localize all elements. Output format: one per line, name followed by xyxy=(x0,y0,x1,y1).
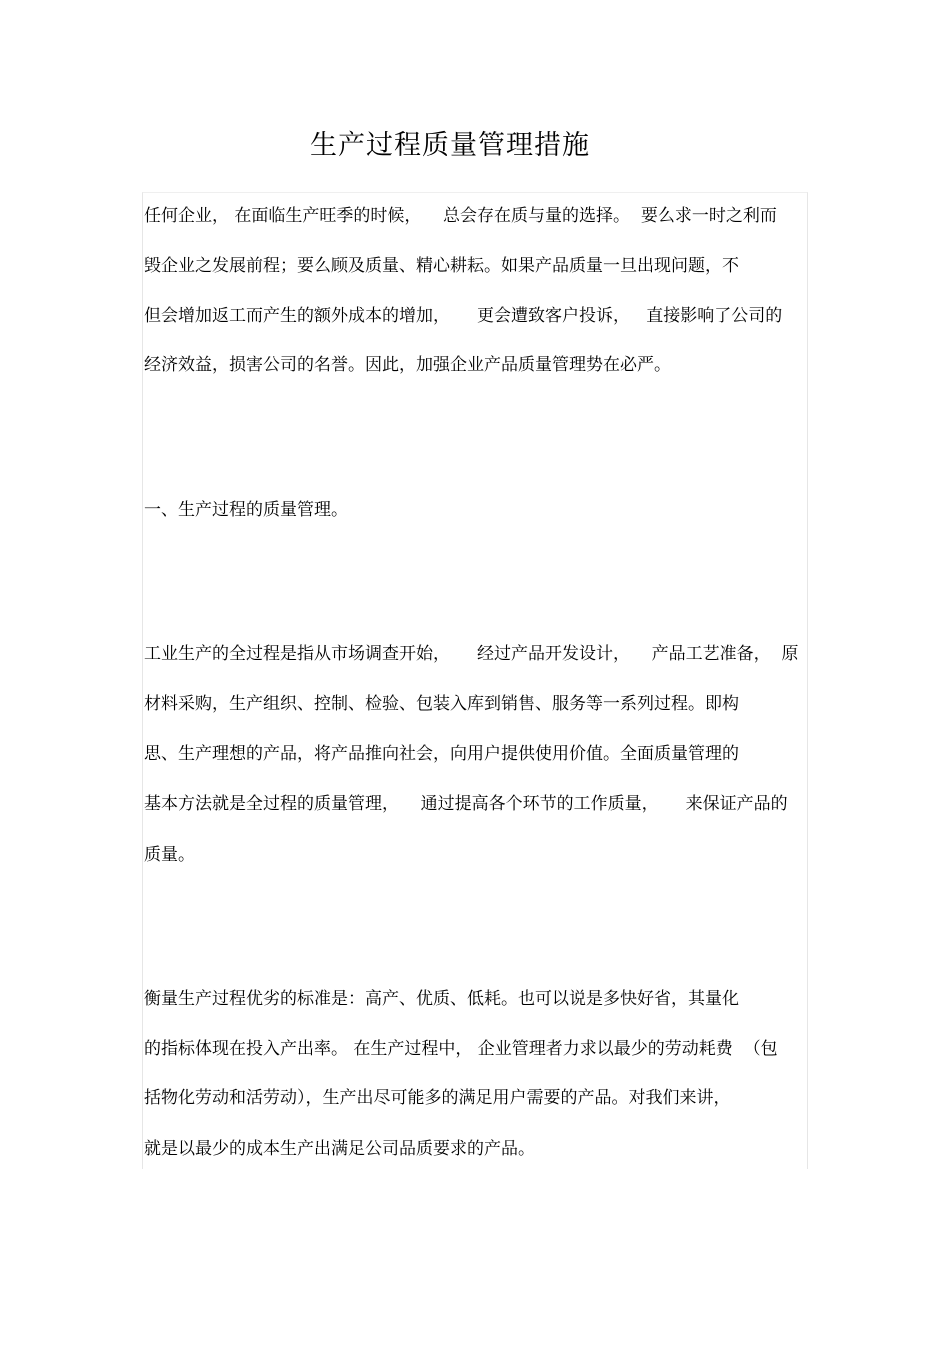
paragraph-2-line-4: 基本方法就是全过程的质量管理， 通过提高各个环节的工作质量， 来保证产品的 xyxy=(144,794,788,814)
paragraph-2-line-3: 思、生产理想的产品，将产品推向社会，向用户提供使用价值。全面质量管理的 xyxy=(144,744,739,764)
paragraph-1-line-3: 但会增加返工而产生的额外成本的增加， 更会遭致客户投诉， 直接影响了公司的 xyxy=(144,306,783,326)
paragraph-2-line-5: 质量。 xyxy=(144,845,195,865)
document-title: 生产过程质量管理措施 xyxy=(310,130,590,161)
paragraph-2-line-2: 材料采购，生产组织、控制、检验、包装入库到销售、服务等一系列过程。即构 xyxy=(144,694,739,714)
content-frame xyxy=(142,192,808,1169)
paragraph-3-line-1: 衡量生产过程优劣的标准是：高产、优质、低耗。也可以说是多快好省，其量化 xyxy=(144,989,739,1009)
section-heading: 一、生产过程的质量管理。 xyxy=(144,500,348,520)
paragraph-3-line-2: 的指标体现在投入产出率。 在生产过程中， 企业管理者力求以最少的劳动耗费 （包 xyxy=(144,1039,778,1059)
paragraph-1-line-1: 任何企业， 在面临生产旺季的时候， 总会存在质与量的选择。 要么求一时之利而 xyxy=(144,206,777,226)
paragraph-3-line-4: 就是以最少的成本生产出满足公司品质要求的产品。 xyxy=(144,1139,535,1159)
paragraph-1-line-2: 毁企业之发展前程；要么顾及质量、精心耕耘。如果产品质量一旦出现问题，不 xyxy=(144,256,739,276)
paragraph-2-line-1: 工业生产的全过程是指从市场调查开始， 经过产品开发设计， 产品工艺准备， 原 xyxy=(144,644,799,664)
paragraph-3-line-3: 括物化劳动和活劳动），生产出尽可能多的满足用户需要的产品。对我们来讲， xyxy=(144,1088,731,1108)
paragraph-1-line-4: 经济效益，损害公司的名誉。因此，加强企业产品质量管理势在必严。 xyxy=(144,355,671,375)
